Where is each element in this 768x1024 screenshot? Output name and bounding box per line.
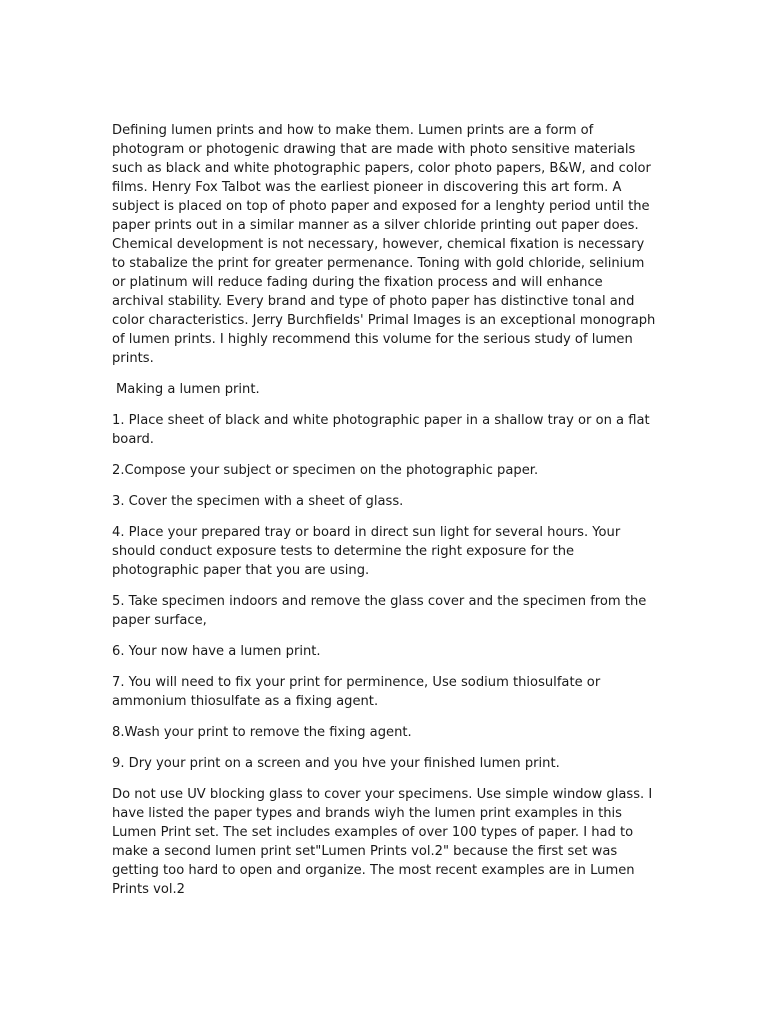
steps-list [112,411,657,773]
closing-paragraph: Do not use UV blocking glass to cover your specimens. Use simple window glass. I have listed the paper types and brands wiyh the lumen print examples in this Lumen Print set. The set includes examples of over 100 types of paper. I had to make a second lumen print set"Lumen Prints vol.2" because the first set was getting too hard to open and organize. The most recent examples are in Lumen Prints vol.2 [112,787,653,897]
list-item: 1. Place sheet of black and white photographic paper in a shallow tray or on a flat board. [112,413,650,447]
list-item: 4. Place your prepared tray or board in direct sun light for several hours. Your should conduct exposure tests to determine the right exposure for the photographic paper that you are using. [112,525,621,578]
list-item: 7. You will need to fix your print for perminence, Use sodium thiosulfate or ammonium thiosulfate as a fixing agent. [112,675,601,709]
list-item: 3. Cover the specimen with a sheet of glass. [112,494,404,509]
list-item: 8.Wash your print to remove the fixing agent. [112,725,412,740]
section-heading: Making a lumen print. [116,382,260,397]
intro-paragraph: Defining lumen prints and how to make them. Lumen prints are a form of photogram or photogenic drawing that are made with photo sensitive materials such as black and white photographic papers, color photo papers, B&W, and color films. Henry Fox Talbot was the earliest pioneer in discovering this art form. A subject is placed on top of photo paper and exposed for a lenghty period until the paper prints out in a similar manner as a silver chloride printing out paper does. Chemical development is not necessary, however, chemical fixation is necessary to stabalize the print for greater permenance. Toning with gold chloride, selinium or platinum will reduce fading during the fixation process and will enhance archival stability. Every brand and type of photo paper has distinctive tonal and color characteristics. Jerry Burchfields' Primal Images is an exceptional monograph of lumen prints. I highly recommend this volume for the serious study of lumen prints. [112,123,656,366]
list-item: 5. Take specimen indoors and remove the glass cover and the specimen from the paper surface, [112,594,647,628]
list-item: 2.Compose your subject or specimen on the photographic paper. [112,463,539,478]
list-item: 9. Dry your print on a screen and you hve your finished lumen print. [112,756,560,771]
document-page [112,121,657,899]
list-item: 6. Your now have a lumen print. [112,644,321,659]
